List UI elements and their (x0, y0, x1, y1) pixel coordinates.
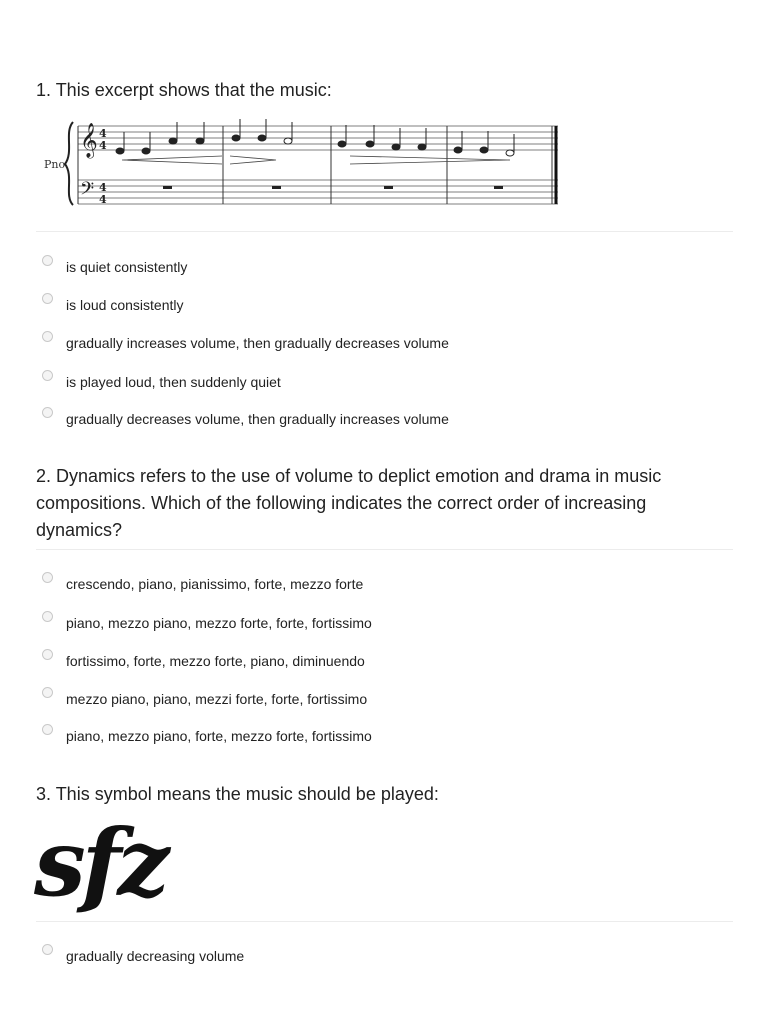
svg-text:𝄞: 𝄞 (80, 123, 98, 158)
q1-option-1[interactable] (42, 256, 187, 278)
q1-option-4[interactable] (42, 371, 281, 393)
q2-option-1[interactable] (42, 573, 363, 595)
divider (36, 921, 733, 922)
svg-text:𝄢: 𝄢 (80, 179, 95, 204)
q1-option-3[interactable] (42, 332, 449, 354)
divider (36, 549, 733, 550)
option-label: piano, mezzo piano, mezzo forte, forte, fortissimo (66, 615, 372, 631)
question-3 (36, 781, 733, 808)
radio-button[interactable] (42, 293, 53, 304)
option-label: gradually increases volume, then gradually decreases volume (66, 335, 449, 351)
sfz-symbol: sfz (34, 809, 166, 917)
question-1-title: 1. This excerpt shows that the music: (36, 80, 332, 100)
radio-button[interactable] (42, 331, 53, 342)
radio-button[interactable] (42, 255, 53, 266)
option-label: is loud consistently (66, 297, 184, 313)
radio-button[interactable] (42, 370, 53, 381)
question-3-title: 3. This symbol means the music should be played: (36, 784, 439, 804)
radio-button[interactable] (42, 649, 53, 660)
svg-text:4: 4 (99, 193, 107, 206)
radio-button[interactable] (42, 572, 53, 583)
q1-option-2[interactable] (42, 294, 184, 316)
option-label: gradually decreases volume, then gradually increases volume (66, 411, 449, 427)
radio-button[interactable] (42, 407, 53, 418)
radio-button[interactable] (42, 724, 53, 735)
question-1 (36, 77, 733, 104)
music-excerpt-image (40, 112, 570, 217)
option-label: piano, mezzo piano, forte, mezzo forte, fortissimo (66, 728, 372, 744)
q2-option-3[interactable] (42, 650, 365, 672)
option-label: is quiet consistently (66, 259, 188, 275)
instrument-label: Pno (44, 158, 66, 171)
sfz-symbol-image (34, 808, 166, 918)
option-label: fortissimo, forte, mezzo forte, piano, diminuendo (66, 653, 365, 669)
q2-option-4[interactable] (42, 688, 367, 710)
question-2 (36, 463, 733, 544)
divider (36, 231, 733, 232)
piano-staff-icon (40, 112, 570, 212)
option-label: gradually decreasing volume (66, 948, 245, 964)
question-2-title: 2. Dynamics refers to the use of volume to deplict emotion and drama in music compositions. Which of the following indicates the correct order of increasing dynamics? (36, 466, 662, 540)
q1-option-5[interactable] (42, 408, 449, 430)
radio-button[interactable] (42, 611, 53, 622)
q2-option-5[interactable] (42, 725, 372, 747)
svg-text:4: 4 (99, 139, 107, 152)
svg-text:4: 4 (99, 181, 107, 194)
option-label: mezzo piano, piano, mezzi forte, forte, fortissimo (66, 691, 368, 707)
option-label: is played loud, then suddenly quiet (66, 374, 281, 390)
q2-option-2[interactable] (42, 612, 372, 634)
radio-button[interactable] (42, 944, 53, 955)
radio-button[interactable] (42, 687, 53, 698)
q3-option-1[interactable] (42, 945, 244, 967)
svg-text:4: 4 (99, 127, 107, 140)
option-label: crescendo, piano, pianissimo, forte, mezzo forte (66, 576, 364, 592)
